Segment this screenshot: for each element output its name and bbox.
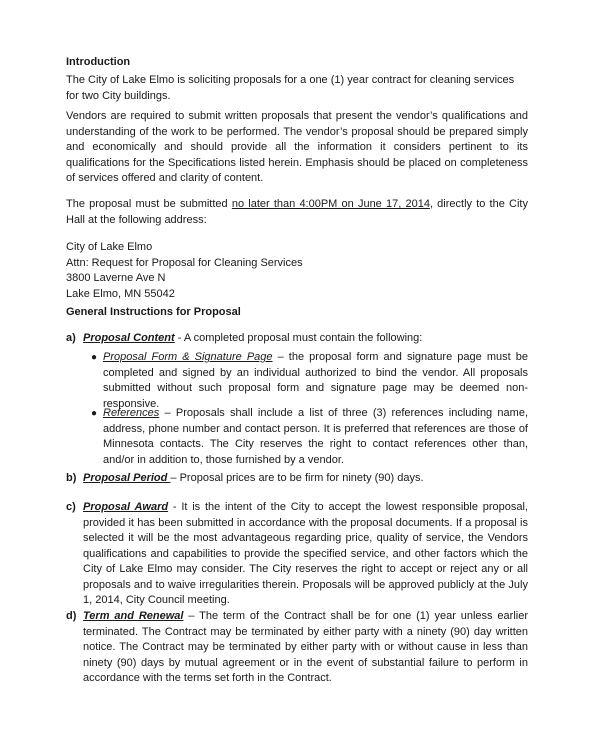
address-line: City of Lake Elmo — [66, 241, 153, 253]
address-line: Lake Elmo, MN 55042 — [66, 287, 175, 300]
bullet-references: References – Proposals shall include a list of three (3) references including name, address, phone number and contact person. It is preferred that references are those of Minnesota contacts. The City reserves the right to contact references other than, and/or in addition to, those furnished by a vendor. — [103, 407, 528, 466]
intro-paragraph-3 — [66, 197, 528, 228]
introduction-heading: Introduction — [66, 56, 131, 68]
item-c-title: Proposal Award — [83, 501, 169, 513]
item-c-label: c) — [66, 501, 76, 513]
item-d-title: Term and Renewal — [83, 610, 184, 622]
address-line: Attn: Request for Proposal for Cleaning Services — [66, 256, 303, 269]
intro-paragraph-1: The City of Lake Elmo is soliciting proposals for a one (1) year contract for cleaning services for two City buildings. — [66, 74, 515, 102]
bullet-form-signature: Proposal Form & Signature Page – the proposal form and signature page must be completed and signed by an individual authorized to bind the vendor. All proposals submitted without such proposal form and signature page may be deemed non-responsive. — [103, 351, 528, 410]
address-block — [66, 240, 528, 302]
item-d-label: d) — [66, 610, 77, 622]
item-b-title: Proposal Period — [83, 472, 171, 484]
deadline-tail-text: , directly to the City Hall at the following address: — [66, 198, 528, 226]
deadline-text: no later than 4:00PM on June 17, 2014 — [231, 198, 430, 210]
address-line: 3800 Laverne Ave N — [66, 272, 166, 284]
item-b-label: b) — [66, 472, 77, 484]
bullet-icon: ● — [91, 408, 98, 419]
item-c-text: Proposal Award - It is the intent of the City to accept the lowest responsible proposal, provided it has been submitted in accordance with the proposal documents. If a proposal is selected it will be the most advantageous regarding price, quality of service, the Vendors qualifications and capabilities to provide the specified service, and other factors which the City of Lake Elmo may consider. The City reserves the right to accept or reject any or all proposals and to waive irregularities therein. Proposals will be approved publicly at the July 1, 2014, City Council meeting. — [83, 501, 528, 606]
deadline-lead-text: The proposal must be submitted — [66, 198, 232, 210]
bullet-icon: ● — [91, 352, 98, 363]
instructions-heading: General Instructions for Proposal — [66, 306, 241, 318]
item-a-title: Proposal Content — [83, 332, 175, 344]
intro-paragraph-2: Vendors are required to submit written proposals that present the vendor’s qualifications and understanding of the work to be performed. The vendor’s proposal should be prepared simply and economically and should provide all the information it considers pertinent to its qualifications for the Specifications listed herein. Emphasis should be placed on completeness of services offered and clarity of content. — [66, 110, 528, 184]
item-d-text: Term and Renewal – The term of the Contract shall be for one (1) year unless earlier terminated. The Contract may be terminated by either party with a ninety (90) day written notice. The Contract may be terminated by either party with or without cause in less than ninety (90) days by mutual agreement or in the event of substantial failure to perform in accordance with the terms set forth in the Contract. — [83, 610, 528, 684]
bullet-references-title: References — [103, 407, 160, 419]
bullet-form-signature-title: Proposal Form & Signature Page — [103, 351, 273, 363]
item-a-text: Proposal Content - A completed proposal must contain the following: — [83, 332, 423, 344]
item-a-label: a) — [66, 332, 76, 344]
item-b-text: Proposal Period – Proposal prices are to be firm for ninety (90) days. — [83, 472, 424, 484]
